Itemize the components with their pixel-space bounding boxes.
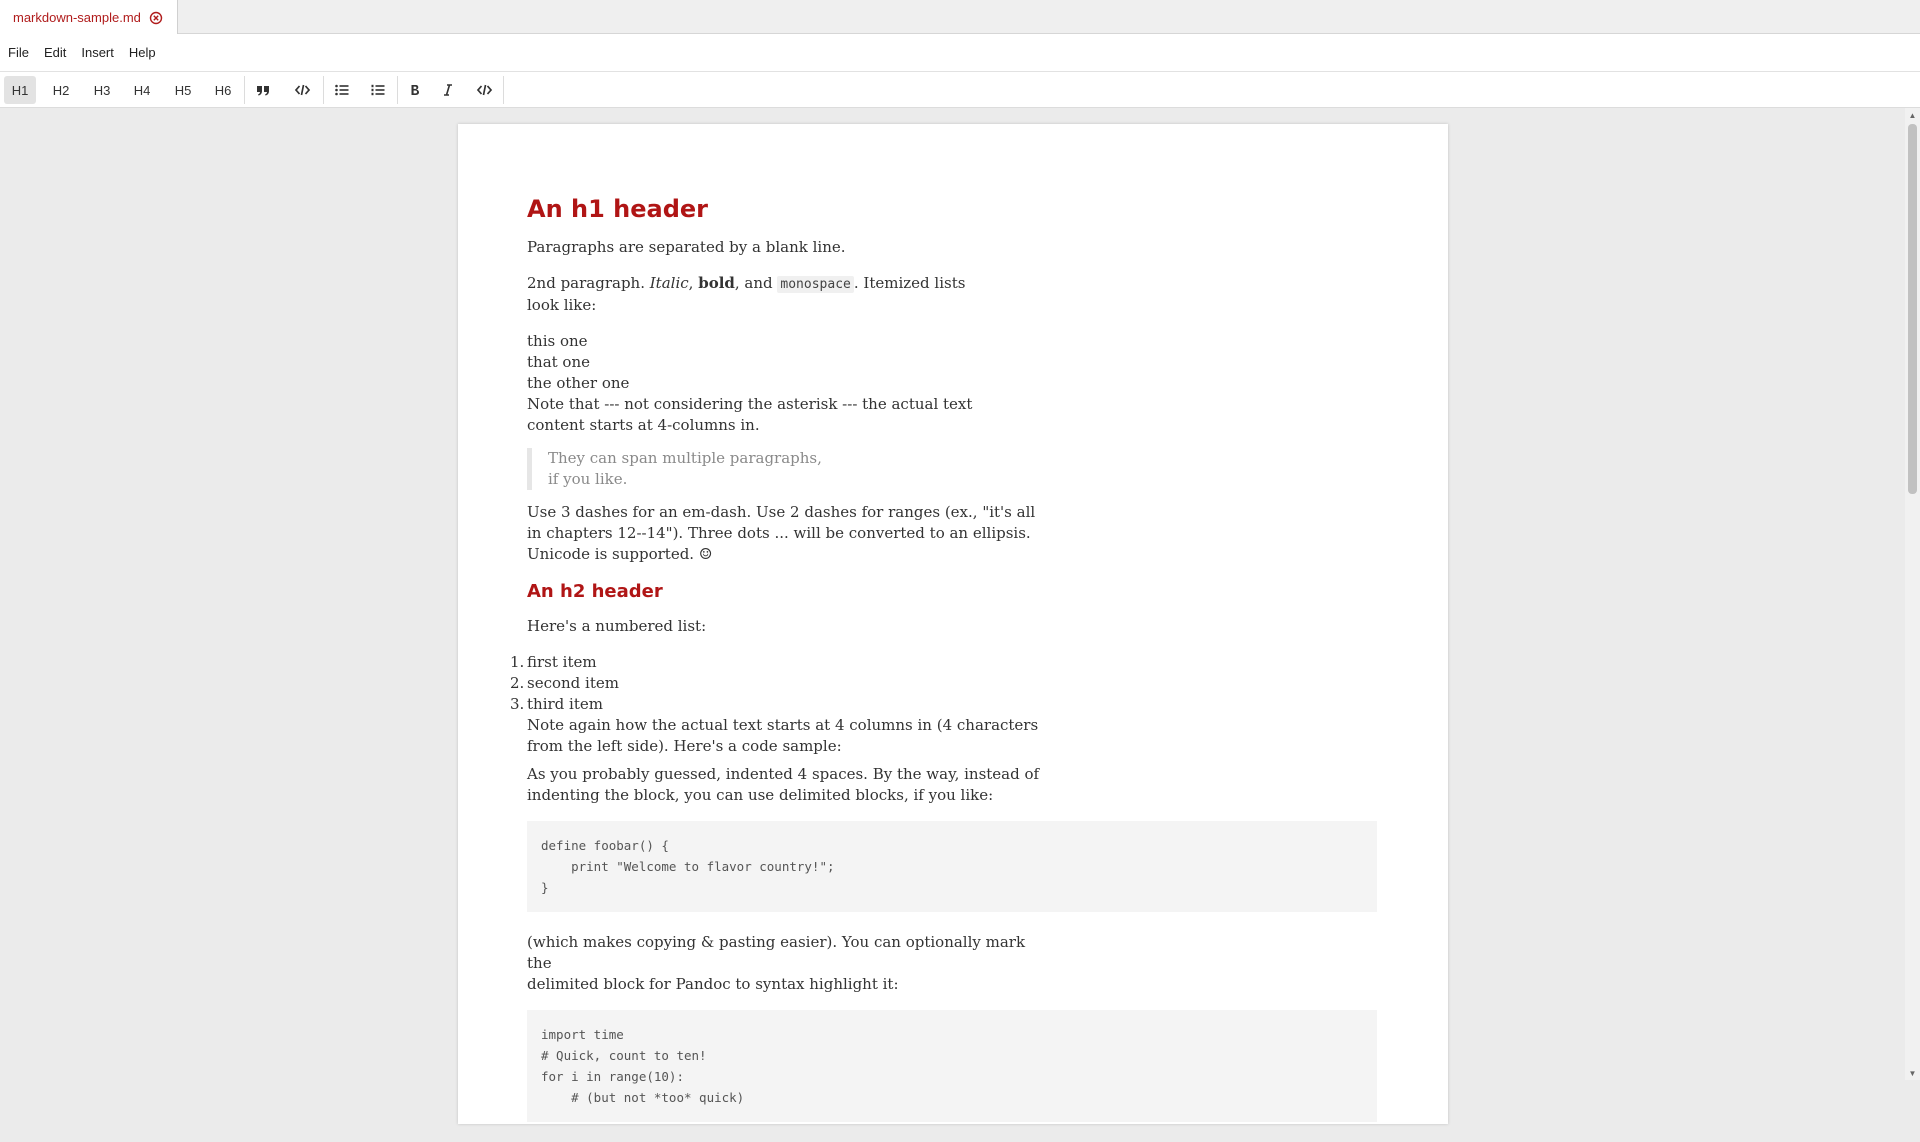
paragraph bbox=[527, 764, 1047, 806]
quote-line: if you like. bbox=[548, 470, 628, 488]
bold-icon[interactable] bbox=[402, 76, 428, 104]
editor-viewport[interactable] bbox=[0, 108, 1905, 1105]
tab-markdown-sample[interactable] bbox=[0, 0, 178, 35]
blockquote-icon[interactable] bbox=[250, 76, 276, 104]
text-line: from the left side). Here's a code sample: bbox=[527, 737, 842, 755]
list-item: that one bbox=[527, 353, 590, 371]
text: 2nd paragraph. bbox=[527, 274, 650, 292]
text: , bbox=[688, 274, 699, 292]
bullet-list-icon[interactable] bbox=[328, 76, 356, 104]
text-line: content starts at 4-columns in. bbox=[527, 416, 760, 434]
text: . Itemized lists bbox=[853, 274, 966, 292]
inline-code: monospace bbox=[777, 276, 853, 293]
h1-button[interactable]: H1 bbox=[4, 76, 36, 104]
menu-help[interactable]: Help bbox=[128, 45, 156, 60]
h2-button[interactable]: H2 bbox=[52, 82, 70, 98]
document-content[interactable] bbox=[510, 194, 1377, 1142]
menu-edit[interactable]: Edit bbox=[43, 45, 67, 60]
itemized-list bbox=[527, 331, 1377, 436]
text-line: Use 3 dashes for an em-dash. Use 2 dashes for ranges (ex., "it's all bbox=[527, 503, 1036, 521]
numbered-list-icon[interactable] bbox=[364, 76, 392, 104]
document-page[interactable] bbox=[458, 124, 1448, 1124]
list-item bbox=[510, 652, 1377, 673]
list-item: this one bbox=[527, 332, 588, 350]
text-line: delimited block for Pandoc to syntax highlight it: bbox=[527, 975, 899, 993]
text-line: in chapters 12--14"). Three dots ... will be converted to an ellipsis. bbox=[527, 524, 1031, 542]
menu-insert[interactable]: Insert bbox=[81, 45, 114, 60]
toolbar-separator bbox=[244, 76, 245, 104]
scroll-down-icon[interactable]: ▼ bbox=[1908, 1068, 1917, 1078]
paragraph: Paragraphs are separated by a blank line. bbox=[527, 238, 846, 256]
list-number: 3. bbox=[510, 695, 525, 713]
list-number: 1. bbox=[510, 653, 525, 671]
menu-file[interactable]: File bbox=[8, 45, 29, 60]
paragraph: Here's a numbered list: bbox=[527, 617, 707, 635]
italic-icon[interactable] bbox=[435, 76, 461, 104]
paragraph bbox=[527, 932, 1047, 995]
h5-button[interactable]: H5 bbox=[174, 82, 192, 98]
tab-label: markdown-sample.md bbox=[13, 10, 141, 25]
scrollbar-thumb[interactable] bbox=[1908, 124, 1917, 494]
list-item bbox=[510, 673, 1377, 694]
list-item: the other one bbox=[527, 374, 630, 392]
text-line: Note again how the actual text starts at 4 columns in (4 characters bbox=[527, 716, 1039, 734]
bold-text: bold bbox=[698, 274, 735, 292]
h4-button[interactable]: H4 bbox=[133, 82, 151, 98]
list-item-text: third item bbox=[527, 695, 603, 713]
h6-button[interactable]: H6 bbox=[214, 82, 232, 98]
close-icon[interactable] bbox=[149, 11, 163, 25]
numbered-list bbox=[510, 652, 1377, 757]
code-block-icon[interactable] bbox=[288, 76, 316, 104]
italic-text: Italic bbox=[649, 274, 689, 292]
vertical-scrollbar[interactable] bbox=[1905, 108, 1920, 1080]
list-item bbox=[510, 694, 1377, 715]
quote-line: They can span multiple paragraphs, bbox=[548, 449, 822, 467]
toolbar-separator bbox=[397, 76, 398, 104]
text-line: indenting the block, you can use delimited blocks, if you like: bbox=[527, 786, 994, 804]
list-item-text: first item bbox=[527, 653, 597, 671]
code-block: define foobar() { print "Welcome to flavor country!"; } bbox=[527, 821, 1377, 912]
paragraph-formatting bbox=[527, 273, 1027, 316]
text-line: look like: bbox=[527, 296, 597, 314]
blockquote bbox=[527, 448, 1377, 490]
text-line: (which makes copying & pasting easier). You can optionally mark the bbox=[527, 933, 1026, 972]
h3-button[interactable]: H3 bbox=[93, 82, 111, 98]
format-toolbar bbox=[0, 72, 1920, 108]
text-line: Unicode is supported. ☺ bbox=[527, 545, 713, 563]
heading-h1: An h1 header bbox=[527, 195, 709, 223]
paragraph-dashes bbox=[527, 502, 1047, 565]
menu-bar bbox=[0, 34, 1920, 72]
text: , and bbox=[734, 274, 778, 292]
text-line: Note that --- not considering the asterisk --- the actual text bbox=[527, 395, 973, 413]
code-block: import time # Quick, count to ten! for i in range(10): # (but not *too* quick) bbox=[527, 1010, 1377, 1122]
toolbar-separator bbox=[503, 76, 504, 104]
scroll-up-icon[interactable]: ▲ bbox=[1908, 110, 1917, 120]
toolbar-separator bbox=[323, 76, 324, 104]
heading-h2: An h2 header bbox=[527, 581, 663, 602]
inline-code-icon[interactable] bbox=[470, 76, 498, 104]
text-line: As you probably guessed, indented 4 spaces. By the way, instead of bbox=[527, 765, 1040, 783]
list-item-text: second item bbox=[527, 674, 619, 692]
tab-bar bbox=[0, 0, 1920, 34]
list-number: 2. bbox=[510, 674, 525, 692]
